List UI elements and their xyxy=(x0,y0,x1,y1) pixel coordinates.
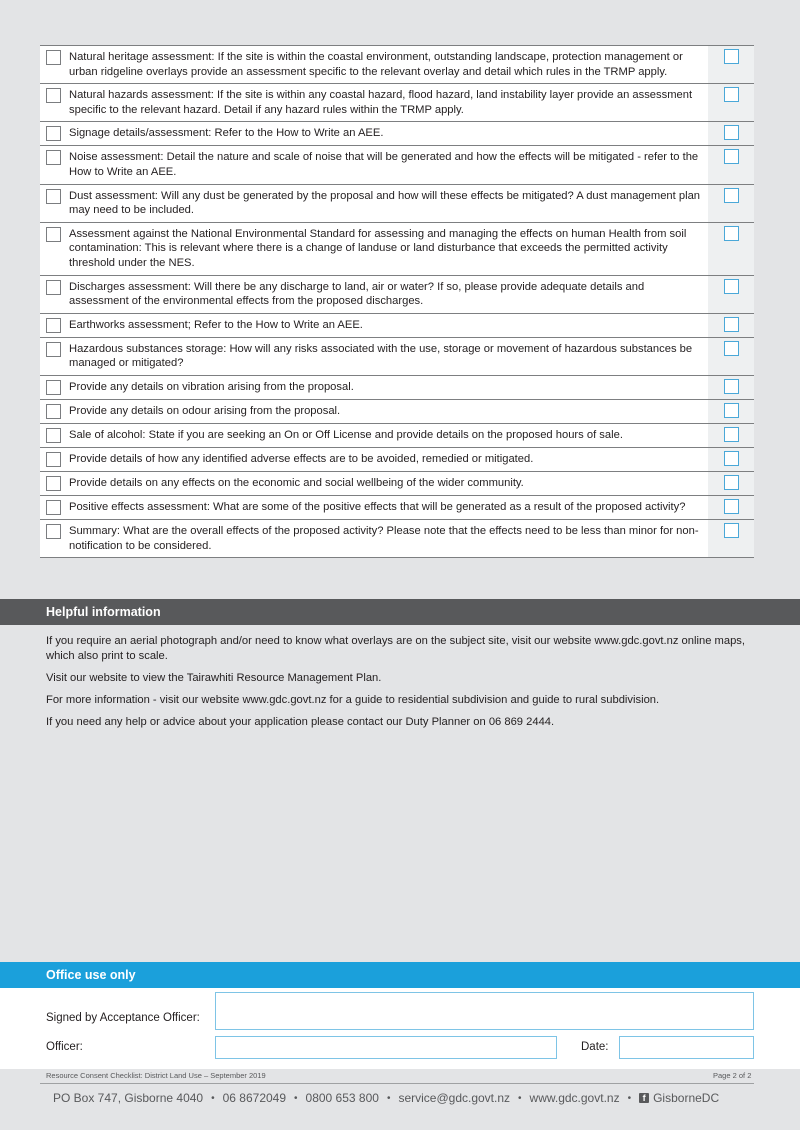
checklist-item-text: Provide details on any effects on the economic and social wellbeing of the wider community. xyxy=(69,476,524,489)
office-checkbox[interactable] xyxy=(724,523,739,538)
applicant-checkbox[interactable] xyxy=(46,476,61,491)
signed-by-field[interactable] xyxy=(215,992,754,1030)
helpful-information-header xyxy=(0,599,800,625)
facebook-icon: f xyxy=(639,1093,649,1103)
checklist-item-text: Noise assessment: Detail the nature and scale of noise that will be generated and how the effects will be mitigated - refer to the How to Write an AEE. xyxy=(69,151,699,178)
document-reference: Resource Consent Checklist: District Land Use – September 2019 xyxy=(46,1071,266,1080)
checklist-row xyxy=(40,122,754,146)
checklist-item-text: Discharges assessment: Will there be any discharge to land, air or water? If so, please provide adequate details and assessment of the environmental effects from the proposed discharges. xyxy=(69,280,645,308)
checklist-item-text: Provide any details on vibration arising from the proposal. xyxy=(69,380,354,393)
footer-website[interactable]: www.gdc.govt.nz xyxy=(529,1091,620,1105)
checklist-row xyxy=(40,46,754,84)
office-checkbox[interactable] xyxy=(724,279,739,294)
office-heading: Office use only xyxy=(46,968,136,982)
checklist-row xyxy=(40,376,754,400)
checklist-row xyxy=(40,520,754,558)
checklist-item xyxy=(40,472,708,495)
footer-separator: • xyxy=(294,1092,298,1104)
footer-phone: 06 8672049 xyxy=(222,1091,287,1105)
checklist-item-text: Assessment against the National Environmental Standard for assessing and managing the effects on human Health from soil contamination: This is relevant where there is a change of landuse or land disturbance that exceeds the permitted activity threshold under the NES. xyxy=(69,227,687,269)
applicant-checkbox[interactable] xyxy=(46,50,61,65)
checklist-row xyxy=(40,84,754,122)
office-check-column xyxy=(708,376,754,399)
office-checkbox[interactable] xyxy=(724,188,739,203)
applicant-checkbox[interactable] xyxy=(46,342,61,357)
applicant-checkbox[interactable] xyxy=(46,126,61,141)
checklist-item-text: Signage details/assessment: Refer to the How to Write an AEE. xyxy=(69,127,384,140)
office-check-column xyxy=(708,276,754,313)
applicant-checkbox[interactable] xyxy=(46,428,61,443)
office-check-column xyxy=(708,46,754,83)
office-check-column xyxy=(708,314,754,337)
checklist-item-text: Dust assessment: Will any dust be generated by the proposal and how will these effects be mitigated? A dust management plan may need to be included. xyxy=(69,189,701,217)
applicant-checkbox[interactable] xyxy=(46,280,61,295)
office-check-column xyxy=(708,424,754,447)
office-checkbox[interactable] xyxy=(724,317,739,332)
helpful-information-text xyxy=(46,634,746,737)
office-check-column xyxy=(708,496,754,519)
checklist-item-text: Provide details of how any identified adverse effects are to be avoided, remedied or mitigated. xyxy=(69,452,534,465)
helpful-paragraph-more-info: For more information - visit our website www.gdc.govt.nz for a guide to residential subdivision and guide to rural subdivision. xyxy=(46,693,660,706)
checklist-row xyxy=(40,338,754,376)
applicant-checkbox[interactable] xyxy=(46,404,61,419)
helpful-paragraph-aerial: If you require an aerial photograph and/or need to know what overlays are on the subject site, visit our website www.gdc.govt.nz online maps, which also print to scale. xyxy=(46,635,745,662)
applicant-checkbox[interactable] xyxy=(46,189,61,204)
date-label: Date: xyxy=(581,1041,609,1053)
checklist-item-text: Sale of alcohol: State if you are seeking an On or Off License and provide details on the proposed hours of sale. xyxy=(69,428,623,441)
office-checkbox[interactable] xyxy=(724,475,739,490)
applicant-checkbox[interactable] xyxy=(46,524,61,539)
office-checkbox[interactable] xyxy=(724,125,739,140)
checklist-item-text: Earthworks assessment; Refer to the How to Write an AEE. xyxy=(69,318,363,331)
office-checkbox[interactable] xyxy=(724,226,739,241)
page-number: Page 2 of 2 xyxy=(713,1071,752,1080)
checklist-item xyxy=(40,314,708,337)
office-check-column xyxy=(708,448,754,471)
footer-separator: • xyxy=(518,1092,522,1104)
office-checkbox[interactable] xyxy=(724,49,739,64)
footer-divider xyxy=(40,1083,754,1084)
footer-separator: • xyxy=(386,1092,391,1104)
applicant-checkbox[interactable] xyxy=(46,318,61,333)
checklist-row xyxy=(40,424,754,448)
office-check-column xyxy=(708,223,754,275)
checklist-item-text: Hazardous substances storage: How will any risks associated with the use, storage or movement of hazardous substances be managed or mitigated? xyxy=(69,342,693,370)
checklist-item xyxy=(40,122,708,145)
checklist-item-text: Positive effects assessment: What are some of the positive effects that will be generated as a result of the proposed activity? xyxy=(69,500,686,513)
office-check-column xyxy=(708,146,754,183)
checklist-item xyxy=(40,84,708,121)
helpful-heading: Helpful information xyxy=(46,605,161,619)
office-check-column xyxy=(708,122,754,145)
checklist-item xyxy=(40,400,708,423)
date-field[interactable] xyxy=(619,1036,754,1059)
checklist-row xyxy=(40,314,754,338)
office-checkbox[interactable] xyxy=(724,403,739,418)
checklist-item-text: Summary: What are the overall effects of the proposed activity? Please note that the effects need to be less than minor for non-notification to be considered. xyxy=(69,524,699,552)
checklist-item xyxy=(40,376,708,399)
applicant-checkbox[interactable] xyxy=(46,227,61,242)
office-checkbox[interactable] xyxy=(724,499,739,514)
contact-footer xyxy=(53,1091,753,1105)
office-check-column xyxy=(708,400,754,423)
office-check-column xyxy=(708,185,754,222)
office-check-column xyxy=(708,520,754,557)
checklist-item xyxy=(40,223,708,275)
office-checkbox[interactable] xyxy=(724,451,739,466)
checklist-item xyxy=(40,46,708,83)
checklist-row xyxy=(40,400,754,424)
checklist-item xyxy=(40,496,708,519)
office-checkbox[interactable] xyxy=(724,427,739,442)
checklist-item-text: Provide any details on odour arising from the proposal. xyxy=(69,404,341,417)
checklist-row xyxy=(40,146,754,184)
office-check-column xyxy=(708,84,754,121)
checklist-item xyxy=(40,520,708,557)
applicant-checkbox[interactable] xyxy=(46,380,61,395)
office-use-area xyxy=(0,988,800,1069)
applicant-checkbox[interactable] xyxy=(46,150,61,165)
office-checkbox[interactable] xyxy=(724,379,739,394)
footer-email[interactable]: service@gdc.govt.nz xyxy=(398,1091,511,1105)
office-check-column xyxy=(708,338,754,375)
footer-facebook[interactable]: GisborneDC xyxy=(653,1091,720,1105)
checklist-item xyxy=(40,185,708,222)
checklist-item xyxy=(40,448,708,471)
checklist-row xyxy=(40,223,754,276)
checklist-item-text: Natural heritage assessment: If the site is within the coastal environment, outstanding landscape, protection management or urban ridgeline overlays provide an assessment specific to the relevant overlay and detail which rules in the TRMP apply. xyxy=(69,51,683,78)
applicant-checkbox[interactable] xyxy=(46,452,61,467)
office-use-header xyxy=(0,962,800,988)
checklist-table xyxy=(40,45,754,558)
signed-by-label: Signed by Acceptance Officer: xyxy=(46,1012,200,1024)
footer-separator: • xyxy=(627,1092,632,1104)
office-checkbox[interactable] xyxy=(724,87,739,102)
checklist-item xyxy=(40,276,708,313)
officer-label: Officer: xyxy=(46,1041,83,1053)
checklist-item xyxy=(40,146,708,183)
checklist-item xyxy=(40,424,708,447)
helpful-paragraph-contact: If you need any help or advice about your application please contact our Duty Planner on 06 869 2444. xyxy=(46,715,555,728)
checklist-row xyxy=(40,472,754,496)
applicant-checkbox[interactable] xyxy=(46,88,61,103)
checklist-row xyxy=(40,496,754,520)
footer-freephone: 0800 653 800 xyxy=(305,1091,379,1105)
officer-field[interactable] xyxy=(215,1036,557,1059)
checklist-item-text: Natural hazards assessment: If the site is within any coastal hazard, flood hazard, land instability layer provide an assessment specific to the relevant hazard. Detail if any hazard rules within the TRMP apply. xyxy=(69,89,693,116)
checklist-row xyxy=(40,185,754,223)
office-checkbox[interactable] xyxy=(724,341,739,356)
applicant-checkbox[interactable] xyxy=(46,500,61,515)
checklist-row xyxy=(40,276,754,314)
footer-address: PO Box 747, Gisborne 4040 xyxy=(53,1091,204,1105)
footer-separator: • xyxy=(211,1092,215,1104)
office-checkbox[interactable] xyxy=(724,149,739,164)
checklist-item xyxy=(40,338,708,375)
helpful-paragraph-trmp: Visit our website to view the Tairawhiti Resource Management Plan. xyxy=(46,671,382,684)
checklist-row xyxy=(40,448,754,472)
office-check-column xyxy=(708,472,754,495)
